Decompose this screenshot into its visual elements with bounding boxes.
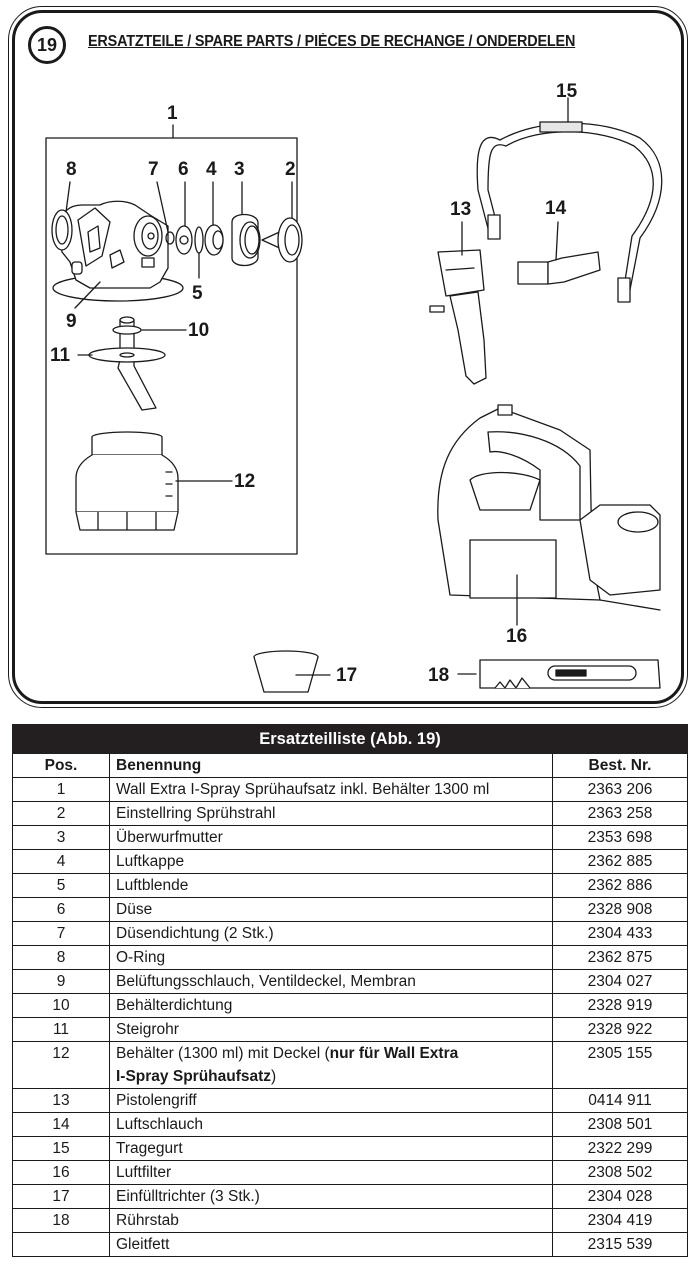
nozzle-part <box>176 182 192 254</box>
air-diffuser-part <box>195 227 203 278</box>
table-caption: Ersatzteilliste (Abb. 19) <box>13 725 688 754</box>
cell-pos: 12 <box>13 1042 110 1089</box>
callout-9: 9 <box>66 311 77 332</box>
table-row <box>13 1113 688 1137</box>
cell-name: Luftfilter <box>110 1161 553 1185</box>
figure-title: ERSATZTEILE / SPARE PARTS / PIÈCES DE RECHANGE / ONDERDELEN <box>88 33 576 50</box>
header-pos: Pos. <box>13 754 110 778</box>
table-row <box>13 826 688 850</box>
cell-pos: 10 <box>13 994 110 1018</box>
cell-name: Düse <box>110 898 553 922</box>
cell-name: Tragegurt <box>110 1137 553 1161</box>
cell-pos: 9 <box>13 970 110 994</box>
union-nut-part <box>232 182 260 266</box>
callout-13: 13 <box>450 199 472 220</box>
cell-order-number: 2328 919 <box>553 994 688 1018</box>
cell-name-line-2 <box>116 1065 546 1088</box>
cell-pos: 6 <box>13 898 110 922</box>
parts-list-table <box>12 724 688 1257</box>
cell-name-bold: I-Spray Sprühaufsatz <box>116 1068 272 1085</box>
callout-12: 12 <box>234 471 256 492</box>
callout-14: 14 <box>545 198 567 219</box>
stirrer-part <box>458 660 660 688</box>
callout-3: 3 <box>234 159 245 180</box>
callout-18: 18 <box>428 665 450 686</box>
table-row <box>13 1137 688 1161</box>
cell-name: Einstellring Sprühstrahl <box>110 802 553 826</box>
callout-15: 15 <box>556 81 578 102</box>
cell-order-number: 2304 433 <box>553 922 688 946</box>
cell-name: Luftblende <box>110 874 553 898</box>
cell-name: O-Ring <box>110 946 553 970</box>
table-row <box>13 898 688 922</box>
callout-1: 1 <box>167 103 178 124</box>
cell-name: Einfülltrichter (3 Stk.) <box>110 1185 553 1209</box>
table-row <box>13 850 688 874</box>
riser-tube-part <box>89 317 165 410</box>
funnel-part <box>254 651 330 692</box>
cell-order-number: 0414 911 <box>553 1089 688 1113</box>
gun-handle-part <box>430 222 486 384</box>
cell-pos: 15 <box>13 1137 110 1161</box>
cell-pos: 18 <box>13 1209 110 1233</box>
cell-name: Gleitfett <box>110 1233 553 1257</box>
cell-name: Belüftungsschlauch, Ventildeckel, Membran <box>110 970 553 994</box>
adjusting-ring-part <box>262 182 302 262</box>
cell-pos: 14 <box>13 1113 110 1137</box>
cell-name: Düsendichtung (2 Stk.) <box>110 922 553 946</box>
callout-11: 11 <box>50 345 71 366</box>
table-row <box>13 994 688 1018</box>
callout-8: 8 <box>66 159 77 180</box>
callout-17: 17 <box>336 665 358 686</box>
cell-pos: 17 <box>13 1185 110 1209</box>
table-row <box>13 1233 688 1257</box>
cell-name: Wall Extra I-Spray Sprühaufsatz inkl. Behälter 1300 ml <box>110 778 553 802</box>
callout-2: 2 <box>285 159 296 180</box>
cell-order-number: 2328 908 <box>553 898 688 922</box>
cell-name: Luftkappe <box>110 850 553 874</box>
header-name: Benennung <box>110 754 553 778</box>
table-row <box>13 1018 688 1042</box>
cell-pos: 2 <box>13 802 110 826</box>
cell-name: Luftschlauch <box>110 1113 553 1137</box>
cell-name-line-1 <box>116 1042 546 1065</box>
cell-order-number: 2305 155 <box>553 1042 688 1089</box>
cell-order-number: 2315 539 <box>553 1233 688 1257</box>
cell-name: Behälterdichtung <box>110 994 553 1018</box>
cell-name: Rührstab <box>110 1209 553 1233</box>
cell-order-number: 2353 698 <box>553 826 688 850</box>
cell-name <box>110 1042 553 1089</box>
table-row <box>13 1089 688 1113</box>
cell-order-number: 2308 502 <box>553 1161 688 1185</box>
cell-pos: 16 <box>13 1161 110 1185</box>
cell-pos: 1 <box>13 778 110 802</box>
cell-name: Überwurfmutter <box>110 826 553 850</box>
cell-name: Steigrohr <box>110 1018 553 1042</box>
cell-order-number: 2362 875 <box>553 946 688 970</box>
table-caption-row <box>13 725 688 754</box>
table-row <box>13 778 688 802</box>
callout-16: 16 <box>506 626 528 647</box>
callout-5: 5 <box>192 283 203 304</box>
cell-order-number: 2322 299 <box>553 1137 688 1161</box>
cell-order-number: 2304 027 <box>553 970 688 994</box>
cell-order-number: 2304 419 <box>553 1209 688 1233</box>
figure-number: 19 <box>36 34 58 55</box>
callout-7: 7 <box>148 159 159 180</box>
air-hose-part <box>518 222 600 284</box>
cell-order-number: 2308 501 <box>553 1113 688 1137</box>
cell-pos: 13 <box>13 1089 110 1113</box>
table-row <box>13 1185 688 1209</box>
callout-6: 6 <box>178 159 189 180</box>
table-row <box>13 874 688 898</box>
table-row <box>13 946 688 970</box>
cell-order-number: 2328 922 <box>553 1018 688 1042</box>
cell-pos: 11 <box>13 1018 110 1042</box>
cell-order-number: 2362 886 <box>553 874 688 898</box>
table-row <box>13 1042 688 1089</box>
cell-name-close: ) <box>271 1068 277 1085</box>
cell-pos: 4 <box>13 850 110 874</box>
table-header-row <box>13 754 688 778</box>
cell-pos: 8 <box>13 946 110 970</box>
cell-pos: 3 <box>13 826 110 850</box>
cell-order-number: 2363 258 <box>553 802 688 826</box>
table-row <box>13 970 688 994</box>
table-row <box>13 1161 688 1185</box>
cell-pos <box>13 1233 110 1257</box>
table-row <box>13 922 688 946</box>
cell-name-plain: Behälter (1300 ml) mit Deckel ( <box>116 1045 330 1062</box>
cell-pos: 7 <box>13 922 110 946</box>
container-part <box>76 432 178 530</box>
callout-10: 10 <box>188 320 210 341</box>
spray-attachment-body <box>52 201 183 301</box>
cell-order-number: 2363 206 <box>553 778 688 802</box>
cell-pos: 5 <box>13 874 110 898</box>
header-order-number: Best. Nr. <box>553 754 688 778</box>
table-row <box>13 802 688 826</box>
cell-order-number: 2304 028 <box>553 1185 688 1209</box>
compressor-unit-part <box>438 405 660 625</box>
cell-name: Pistolengriff <box>110 1089 553 1113</box>
cell-name-bold: nur für Wall Extra <box>329 1045 459 1062</box>
air-cap-part <box>205 182 223 255</box>
callout-4: 4 <box>206 159 217 180</box>
table-row <box>13 1209 688 1233</box>
cell-order-number: 2362 885 <box>553 850 688 874</box>
